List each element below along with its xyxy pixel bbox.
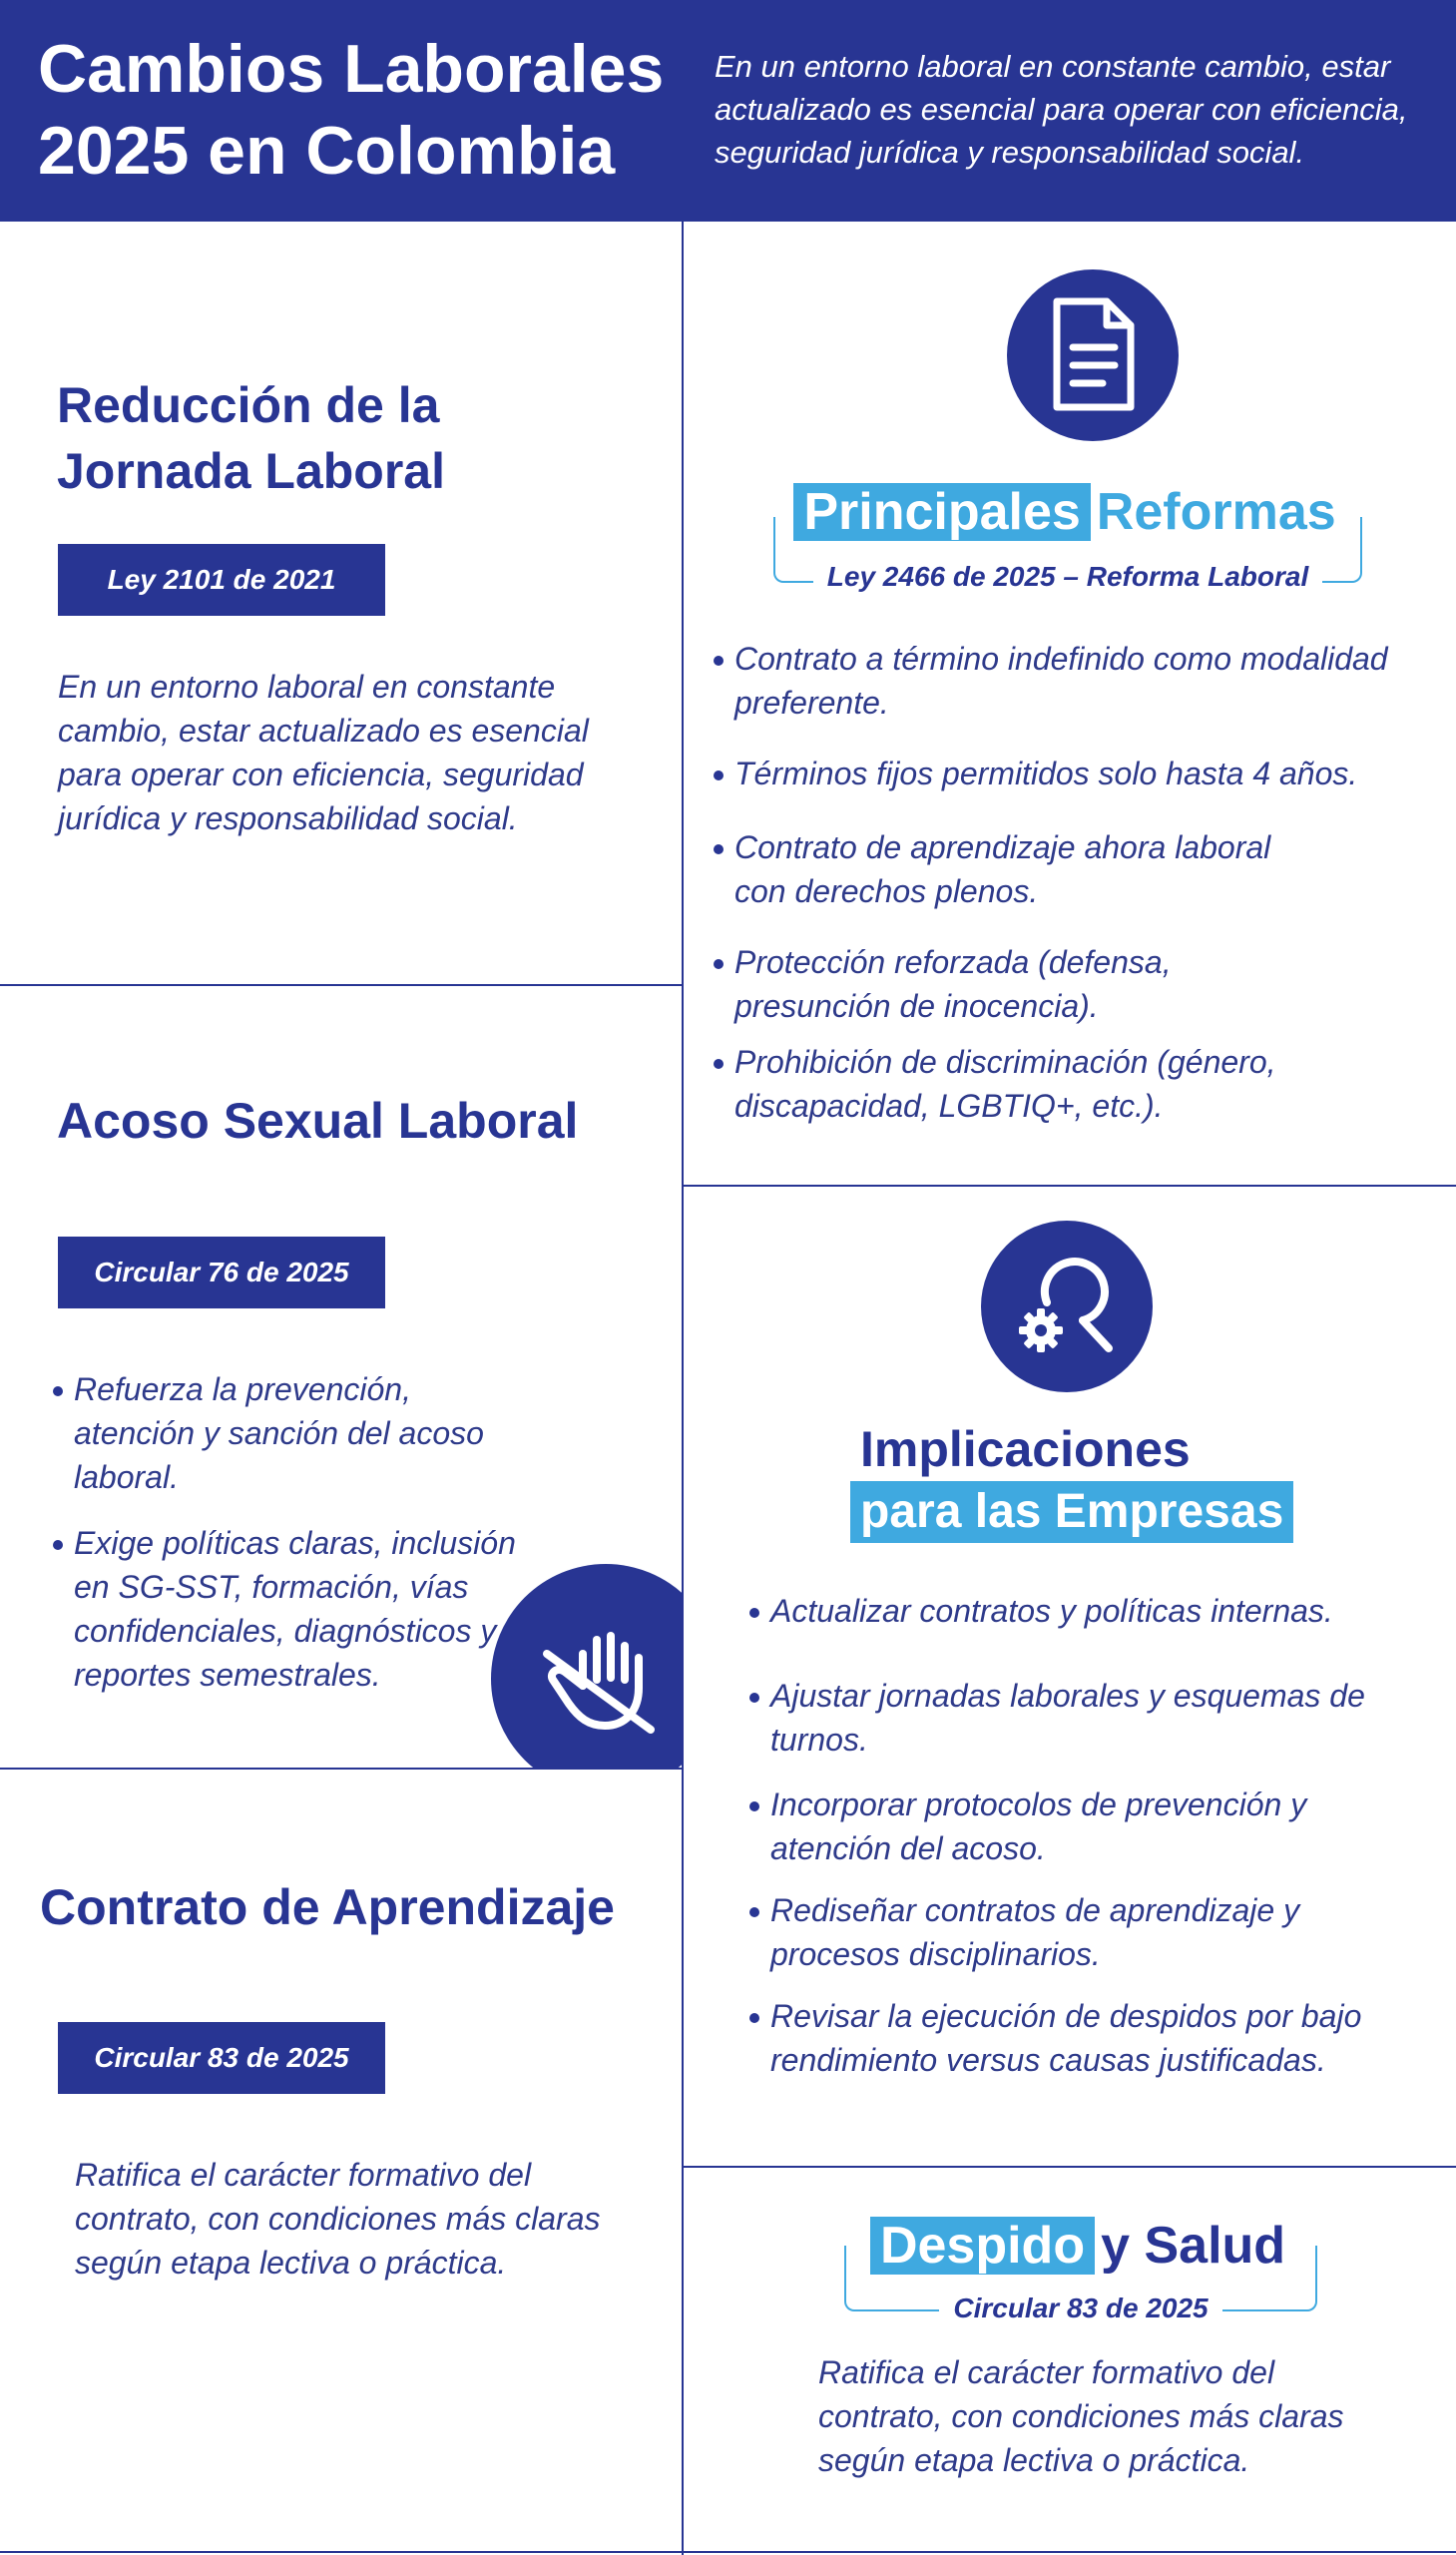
despido-title-highlight: Despido: [870, 2217, 1095, 2275]
column-divider: [682, 222, 684, 2555]
acoso-title: Acoso Sexual Laboral: [57, 1093, 579, 1149]
list-item: Prohibición de discriminación (género, discapacidad, LGBTIQ+, etc.).: [711, 1040, 1353, 1128]
jornada-text: En un entorno laboral en constante cambio, estar actualizado es esencial para operar con eficiencia, seguridad jurídica y responsabilidad social.: [58, 669, 589, 836]
despido-subtitle-wrap: [844, 2289, 1317, 2328]
reformas-subtitle: Ley 2466 de 2025 – Reforma Laboral: [813, 561, 1322, 592]
list-item: Revisar la ejecución de despidos por bajo rendimiento versus causas justificadas.: [746, 1994, 1419, 2082]
divider: [683, 1185, 1456, 1187]
implicaciones-title-line1: Implicaciones: [860, 1421, 1191, 1477]
jornada-title: Reducción de la Jornada Laboral: [57, 377, 445, 499]
despido-text: Ratifica el carácter formativo del contrato, con condiciones más claras según etapa lectiva o práctica.: [818, 2354, 1344, 2478]
divider: [0, 1768, 683, 1770]
despido-title: [844, 2211, 1317, 2281]
implicaciones-bullets: [746, 1589, 1405, 2082]
header-description: En un entorno laboral en constante cambio, estar actualizado es esencial para operar con eficiencia, seguridad jurídica y responsabilidad social.: [715, 49, 1408, 170]
acoso-bullets: [50, 1367, 529, 1697]
list-item: Protección reforzada (defensa, presunción de inocencia).: [711, 940, 1273, 1028]
aprendizaje-text: Ratifica el carácter formativo del contrato, con condiciones más claras según etapa lectiva o práctica.: [75, 2157, 601, 2281]
list-item: Refuerza la prevención, atención y sanción del acoso laboral.: [50, 1367, 529, 1499]
despido-title-rest: y Salud: [1095, 2217, 1291, 2275]
list-item: Rediseñar contratos de aprendizaje y procesos disciplinarios.: [746, 1888, 1369, 1976]
jornada-tag: Ley 2101 de 2021: [58, 544, 385, 616]
page-title: Cambios Laborales 2025 en Colombia: [38, 31, 665, 189]
search-gear-icon: [1017, 1251, 1121, 1360]
reformas-title-highlight: Principales: [793, 483, 1090, 541]
list-item: Contrato a término indefinido como modalidad preferente.: [711, 637, 1429, 725]
reformas-subtitle-wrap: [773, 557, 1362, 597]
divider: [0, 984, 683, 986]
implicaciones-title-line2: para las Empresas: [850, 1481, 1293, 1543]
list-item: Incorporar protocolos de prevención y atención del acoso.: [746, 1783, 1369, 1870]
list-item: Términos fijos permitidos solo hasta 4 años.: [711, 752, 1429, 795]
despido-subtitle: Circular 83 de 2025: [939, 2293, 1221, 2323]
list-item: Contrato de aprendizaje ahora laboral con derechos plenos.: [711, 825, 1303, 913]
no-touch-badge: [491, 1564, 682, 1768]
search-badge: [981, 1221, 1153, 1392]
list-item: Actualizar contratos y políticas internas.: [746, 1589, 1405, 1633]
document-icon: [1047, 295, 1139, 415]
list-item: Ajustar jornadas laborales y esquemas de turnos.: [746, 1674, 1405, 1762]
list-item: Exige políticas claras, inclusión en SG-SST, formación, vías confidenciales, diagnósticos y reportes semestrales.: [50, 1521, 529, 1697]
no-touch-hand-icon: [539, 1614, 659, 1734]
divider: [683, 2166, 1456, 2168]
acoso-tag: Circular 76 de 2025: [58, 1237, 385, 1308]
aprendizaje-title: Contrato de Aprendizaje: [40, 1879, 615, 1935]
reformas-title: [773, 477, 1362, 547]
divider: [0, 2551, 1456, 2553]
document-badge: [1007, 269, 1179, 441]
aprendizaje-tag: Circular 83 de 2025: [58, 2022, 385, 2094]
reformas-title-rest: Reformas: [1091, 483, 1342, 541]
reformas-bullets: [711, 637, 1429, 1128]
